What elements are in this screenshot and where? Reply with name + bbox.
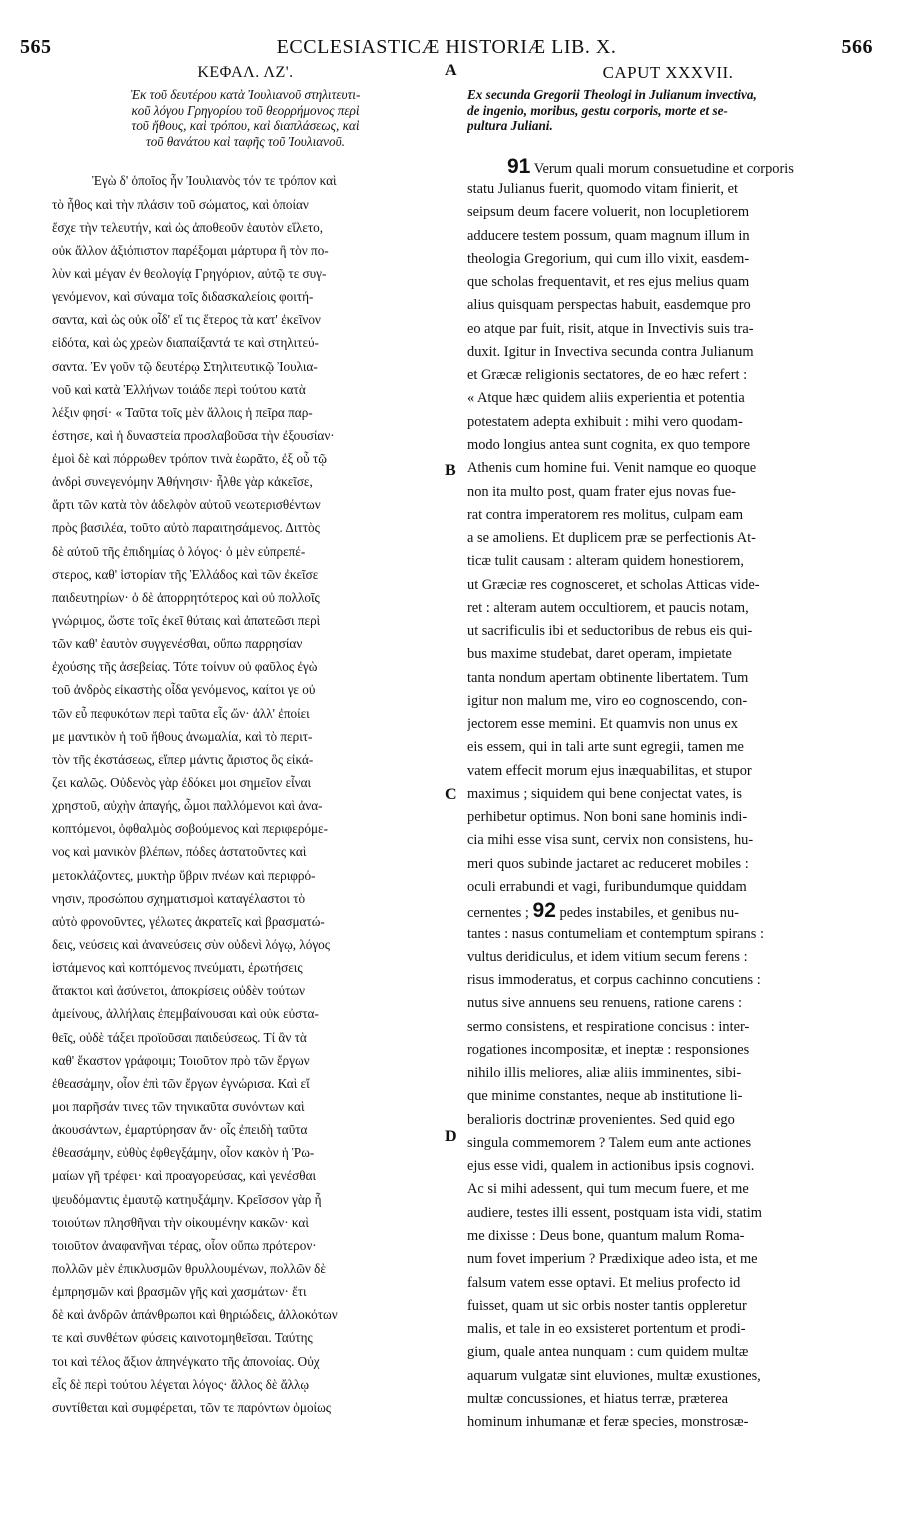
greek-text-line: τοῦ ἀνδρὸς εἰκαστὴς οἶδα γενόμενος, καίτοι γε οὐ: [52, 682, 316, 698]
greek-text-line: νοῦ καὶ κατὰ Ἑλλήνων τοιάδε περὶ τούτου κατὰ: [52, 381, 306, 397]
greek-text-line: πολλῶν μὲν ἐπικλυσμῶν θρυλλουμένων, πολλῶν δὲ: [52, 1260, 326, 1276]
latin-text-line: maximus ; siquidem qui bene conjectat vates, is: [467, 785, 742, 802]
greek-text-line: μετοκλάζοντες, μυκτὴρ ὕβριν πνέων καὶ περιφρό-: [52, 867, 316, 883]
greek-text-line: έστησε, καὶ ἡ δυναστεία προσλαβοῦσα τὴν ἐξουσίαν·: [52, 427, 335, 443]
latin-text-line: Athenis cum homine fui. Venit namque eo quoque: [467, 460, 757, 477]
greek-text-line: θεῖς, οὐδὲ τάξει προϊοῦσαι παιδεύσεως. Τί ἂν τὰ: [52, 1029, 307, 1045]
latin-text-line: gium, quale antea nunquam : cum quidem multæ: [467, 1344, 749, 1361]
latin-text-line: singula commemorem ? Talem eum ante actiones: [467, 1134, 752, 1151]
greek-text-line: ἐθεασάμην, εὐθὺς ἐφθεγξάμην, οἷον κακὸν ἡ Ῥω-: [52, 1145, 315, 1161]
greek-text-line: ἐθεασάμην, οἷον ἐπὶ τῶν ἔργων ἐγνώρισα. Καὶ εἴ: [52, 1075, 310, 1091]
greek-text-line: ἐχούσης τῆς ἀσεβείας. Τότε τοίνυν οὐ φαῦλος ἐγὼ: [52, 659, 318, 675]
latin-text-line: meri quos subinde jactaret ac reduceret mobiles :: [467, 855, 749, 872]
latin-text-line: ut Græciæ res cognosceret, et scholas Atticas vide-: [467, 576, 760, 593]
latin-text-line: adducere testem possum, quam magnum illum in: [467, 227, 750, 244]
greek-text-line: κοπτόμενοι, ὀφθαλμὸς σοβούμενος καὶ περιφερόμε-: [52, 821, 328, 837]
latin-text-line: tanta nondum apertam obtinente libertatem. Tum: [467, 669, 749, 686]
margin-letter-a: A: [445, 62, 457, 79]
latin-text-line: beralioris doctrinæ provenientes. Sed quid ego: [467, 1111, 735, 1128]
greek-text-line: τοι καὶ τέλος ἄξιον ἀπηνέγκατο τῆς ἀπονοίας. Οὐχ: [52, 1353, 320, 1369]
latin-text: [467, 155, 869, 1435]
latin-text-line: et Græcæ religionis sectatores, de eo hæc refert :: [467, 367, 748, 384]
greek-column: [52, 62, 439, 1419]
margin-letter-b: B: [445, 462, 456, 479]
greek-text-line: καθ' ἕκαστον γράφοιμι; Τοιοῦτον πρὸ τῶν ἔργων: [52, 1052, 310, 1068]
greek-text-line: τοιούτων πλησθῆναι τὴν οἰκουμένην κακῶν· καὶ: [52, 1214, 309, 1230]
latin-text-line: risus immoderatus, et corpus cachinno concutiens :: [467, 972, 761, 989]
margin-letter-c: C: [445, 786, 457, 803]
greek-text-line: συντίθεται καὶ συμφέρεται, τῶν τε παρόντων ὁμοίως: [52, 1399, 331, 1415]
running-head: [20, 36, 873, 62]
latin-text-line: bus maxime studebat, daret operam, impietate: [467, 646, 732, 663]
latin-text-line: audiere, testes illi essent, postquam ista vidi, statim: [467, 1204, 762, 1221]
latin-first-line: [467, 155, 869, 178]
greek-text-line: λὺν καὶ μέγαν ἐν θεολογίᾳ Γρηγόριον, αὐτῷ τε συγ-: [52, 265, 327, 281]
latin-first-line-text: Verum quali morum consuetudine et corporis: [530, 160, 794, 177]
greek-text-line: γενόμενον, καὶ σύναμα τοῖς διδασκαλείοις φοιτή-: [52, 289, 314, 305]
latin-text-line: cia mihi esse visa sunt, cervix non consistens, hu-: [467, 832, 754, 849]
greek-text-line: ἔσχε τὴν τελευτήν, καὶ ὡς ἀποθεοῦν ἑαυτὸν εἵλετο,: [52, 219, 324, 235]
latin-text-line: « Atque hæc quidem aliis experientia et potentia: [467, 390, 745, 407]
greek-text-line: τε καὶ συνθέτων φύσεις καινοτομηθεῖσαι. Ταύτης: [52, 1330, 313, 1346]
greek-text-line: δὲ αὐτοῦ τῆς ἐπιδημίας ὁ λόγος· ὁ μὲν εὐπρεπέ-: [52, 543, 306, 559]
section-number-91: 91: [507, 154, 531, 178]
greek-text-line: παιδευτηρίων· ὁ δὲ ἀπορρητότερος καὶ οὐ πολλοῖς: [52, 589, 320, 605]
latin-text-line: theologia Gregorium, qui cum illo vixit, easdem-: [467, 250, 750, 267]
latin-chapter-heading: CAPUT XXXVII.: [602, 63, 734, 82]
latin-text-line: modo longius antea sunt cognita, ex quo tempore: [467, 436, 750, 453]
latin-text-line: perhibetur optimus. Non boni sane hominis indi-: [467, 809, 748, 826]
latin-text-line: duxit. Igitur in Invectiva secunda contra Julianum: [467, 343, 754, 360]
greek-text-line: στερος, καθ' ἱστορίαν τῆς Ἑλλάδος καὶ τῶν ἐκεῖσε: [52, 566, 319, 582]
latin-text-line: igitur non malum me, viro eo cognoscendo, con-: [467, 692, 748, 709]
greek-text-line: ἀμείνους, ἀλλήλαις ἐπεμβαίνουσαι καὶ οὐκ εὐστα-: [52, 1006, 319, 1022]
latin-summary-line: de ingenio, moribus, gestu corporis, morte et se-: [467, 102, 728, 118]
greek-summary-line: τοῦ θανάτου καὶ ταφῆς τοῦ Ἰουλιανοῦ.: [146, 133, 345, 149]
latin-text-line: fuisset, quam ut sic orbis noster tantis oppleretur: [467, 1297, 747, 1314]
latin-text-line: jectorem esse memini. Et quamvis non unus ex: [467, 716, 738, 733]
latin-text-line: nutus sive annuens seu renuens, ratione carens :: [467, 995, 742, 1012]
greek-text-line: Ἐγὼ δ' ὁποῖος ἦν Ἰουλιανὸς τόν τε τρόπον καὶ: [92, 173, 337, 189]
greek-text-line: ψευδόμαντις ἐμαυτῷ κατηυξάμην. Κρεῖσσον γὰρ ἦ: [52, 1191, 322, 1207]
greek-summary-line: Ἐκ τοῦ δευτέρου κατὰ Ἰουλιανοῦ στηλιτευτι-: [130, 87, 361, 102]
greek-text-line: τοιοῦτον ἀναφανῆναι τέρας, οἷον οὔπω πρότερον·: [52, 1237, 317, 1253]
latin-text-line: num fovet imperium ? Prædixique adeo ista, et me: [467, 1251, 758, 1268]
greek-text-line: εἰδότα, καὶ ὡς χρεὼν διαπαίξαντά τε καὶ στηλιτεύ-: [52, 335, 319, 351]
latin-text-line: potestatem adepta exhibuit : mihi vero quodam-: [467, 413, 743, 430]
greek-summary-line: κοῦ λόγου Γρηγορίου τοῦ θεορρήμονος περὶ: [131, 102, 360, 118]
latin-text-line: multæ concussiones, et hiatus terræ, præterea: [467, 1390, 728, 1407]
latin-column: [467, 62, 869, 1434]
latin-text-line: non ita multo post, quam frater ejus novas fue-: [467, 483, 736, 500]
latin-text-line: ejus esse vidi, qualem in actionibus ipsis cognovi.: [467, 1158, 755, 1175]
greek-text-line: γνώριμος, ὥστε τοῖς ἐκεῖ θύταις καὶ ἀπατεῶσι περὶ: [52, 613, 321, 629]
greek-text-line: τῶν εὖ πεφυκότων περὶ ταῦτα εἷς ὤν· ἀλλ' ἐποίει: [52, 705, 310, 721]
greek-text-line: λέξιν φησί· « Ταῦτα τοῖς μὲν ἄλλοις ἡ πεῖρα παρ-: [52, 404, 313, 420]
greek-text-line: με μαντικὸν ἡ τοῦ ἤθους ἀνωμαλία, καὶ τὸ περιτ-: [52, 728, 313, 744]
greek-text-line: μοι παρῆσάν τινες τῶν τηνικαῦτα συνόντων καὶ: [52, 1099, 305, 1114]
greek-chapter-summary: [52, 87, 439, 149]
greek-text-line: ἐμοὶ δὲ καὶ πόρρωθεν τρόπον τινὰ ἑωρᾶτο, ἐξ οὗ τῷ: [52, 451, 327, 467]
greek-text-line: χρηστοῦ, αὐχὴν ἀπαγής, ὦμοι παλλόμενοι καὶ ἀνα-: [52, 798, 323, 814]
latin-text-line: me dixisse : Deus bone, quantum malum Roma-: [467, 1228, 745, 1244]
greek-chapter-heading: ΚΕΦΑΛ. ΛΖ'.: [197, 64, 294, 81]
greek-text-line: τὸ ἦθος καὶ τὴν πλάσιν τοῦ σώματος, καὶ ὁποίαν: [52, 196, 309, 212]
latin-text-line: que scholas frequentavit, et res ejus melius quam: [467, 274, 750, 291]
latin-text-line: ut sacrificulis ibi et seductoribus de rebus eis qui-: [467, 623, 753, 640]
greek-text-line: ἐμπρησμῶν καὶ βρασμῶν γῆς καὶ χασμάτων· ἔτι: [52, 1284, 307, 1300]
latin-text-line: ret : alteram autem occultiorem, et paucis notam,: [467, 599, 749, 616]
greek-text-line: οὐκ ἄλλον ἀξιόπιστον παρέξομαι μάρτυρα ἢ τὸν πο-: [52, 242, 329, 258]
section-number-92: 92: [532, 899, 556, 923]
margin-letter-d: D: [445, 1128, 457, 1145]
latin-text-line: oculi errabundi et vagi, furibundumque quiddam: [467, 879, 747, 896]
latin-text-line: rogationes incompositæ, et ineptæ : responsiones: [467, 1041, 750, 1058]
page-title: ECCLESIASTICÆ HISTORIÆ LIB. X.: [276, 36, 617, 58]
greek-text-line: μαίων γῆ τρέφει· καὶ προαγορεύσας, καὶ γενέσθαι: [52, 1168, 317, 1184]
greek-text-line: δὲ καὶ ἀνδρῶν ἀπάνθρωποι καὶ θηριώδεις, ἀλλοκότων: [52, 1307, 338, 1323]
latin-text-line: vatem effecit morum ejus inæquabilitas, et stupor: [467, 762, 752, 779]
latin-line-start: cernentes ;: [467, 905, 529, 922]
latin-text-line: hominum inhumanæ et feræ species, monstrosæ-: [467, 1414, 749, 1431]
greek-text-line: τὸν τῆς ἐκστάσεως, εἴπερ μάντις ἄριστος ὃς εἰκά-: [52, 751, 314, 767]
greek-text-line: εἷς δὲ περὶ τούτου λέγεται λόγος· ἄλλος δὲ ἄλλῳ: [52, 1376, 310, 1392]
latin-line-rest: pedes instabiles, et genibus nu-: [555, 905, 739, 922]
latin-text-line: aquarum vulgatæ sint eluviones, multæ exustiones,: [467, 1367, 761, 1384]
latin-text-line: statu Julianus fuerit, quomodo vitam finierit, et: [467, 181, 738, 198]
greek-text-line: αὐτὸ φρονοῦντες, γέλωτες ἀκρατεῖς καὶ βρασματώ-: [52, 913, 325, 929]
greek-text-line: ἀνδρὶ συνεγενόμην Ἀθήνησιν· ἦλθε γὰρ κἀκεῖσε,: [52, 474, 313, 490]
greek-text-line: σαντα. Ἐν γοῦν τῷ δευτέρῳ Στηλιτευτικῷ Ἰουλια-: [52, 358, 318, 374]
greek-text-line: σαντα, καὶ ὡς οὐκ οἶδ' εἴ τις ἕτερος τὰ κατ' ἐκεῖνον: [52, 312, 321, 328]
latin-text-line: tantes : nasus contumeliam et contemptum spirans :: [467, 925, 764, 942]
greek-summary-line: τοῦ ἤθους, καὶ τρόπου, καὶ διαπλάσεως, καὶ: [131, 118, 360, 134]
latin-summary-line: Ex secunda Gregorii Theologi in Julianum invectiva,: [467, 87, 757, 102]
greek-text-line: νος καὶ μανικὸν βλέπων, πόδες ἀστατοῦντες καὶ: [52, 844, 307, 860]
greek-text-line: ἀκουσάντων, ἐμαρτύρησαν ἄν· οἷς ἐπειδὴ ταῦτα: [52, 1122, 308, 1138]
latin-text-line: sermo consistens, et respiratione concisus : inter-: [467, 1018, 750, 1035]
latin-text-line: [467, 899, 869, 922]
latin-summary-line: pultura Juliani.: [467, 118, 553, 134]
greek-text-line: δεις, νεύσεις καὶ ἀνανεύσεις σὺν οὐδενὶ λόγῳ, λόγος: [52, 937, 330, 953]
page-number-right: 566: [841, 36, 873, 58]
latin-text-line: ticæ tulit causam : alteram quidem honestiorem,: [467, 553, 744, 570]
greek-text-line: ἄρτι τῶν κατὰ τὸν ἀδελφὸν αὐτοῦ νεωτερισθέντων: [52, 497, 321, 513]
latin-text-line: alius quisquam perspectas habuit, easdemque pro: [467, 297, 751, 314]
latin-text-line: seipsum deum facere voluerit, non locupletiorem: [467, 204, 750, 221]
latin-chapter-summary: [467, 87, 869, 134]
latin-text-line: que minime constantes, neque ab institutione li-: [467, 1088, 743, 1105]
latin-text-line: nihilo illis meliores, aliæ aliis imminentes, sibi-: [467, 1065, 742, 1082]
latin-text-line: malis, et tale in eo exsisteret portentum et prodi-: [467, 1321, 746, 1338]
greek-text-line: νησιν, προσώπου σχηματισμοὶ καταγέλαστοι τὸ: [52, 890, 306, 906]
greek-text-line: ἱστάμενος καὶ κοπτόμενος πνεύματι, ἐρωτήσεις: [52, 960, 303, 976]
greek-text: [52, 169, 439, 1419]
greek-text-line: ζει καλῶς. Οὐδενὸς γὰρ ἐδόκει μοι σημεῖον εἶναι: [52, 775, 312, 791]
latin-text-line: a se amoliens. Et duplicem præ se perfectionis At-: [467, 530, 756, 547]
greek-text-line: τῶν καθ' ἑαυτὸν συγγενέσθαι, οὔπω παρρησίαν: [52, 636, 303, 652]
latin-text-line: eis essem, qui in tali arte sunt egregii, tamen me: [467, 739, 744, 756]
latin-text-line: rat contra imperatorem res molitus, culpam eam: [467, 506, 744, 523]
latin-text-line: eo atque par fuit, risit, atque in Invectivis suis tra-: [467, 320, 754, 337]
greek-text-line: πρὸς βασιλέα, τοῦτο αὐτὸ παραιτησάμενος. Διττὸς: [52, 520, 320, 536]
latin-text-line: Ac si mihi adessent, qui tum mecum fuere, et me: [467, 1181, 749, 1198]
latin-text-line: falsum vatem esse optavi. Et melius profecto id: [467, 1274, 741, 1291]
greek-text-line: ἄτακτοι καὶ ἀσύνετοι, ἀποκρίσεις οὐδὲν τούτων: [52, 983, 306, 999]
latin-text-line: vultus deridiculus, et idem vitium secum ferens :: [467, 948, 748, 965]
page-number-left: 565: [20, 36, 52, 58]
